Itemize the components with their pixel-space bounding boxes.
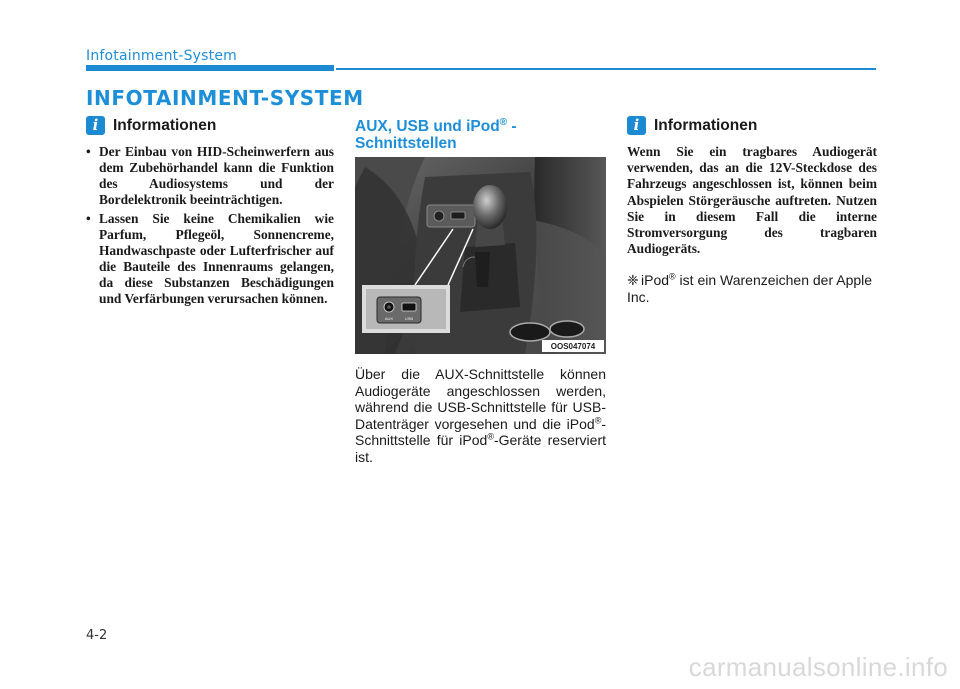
- aux-label: AUX: [384, 316, 394, 321]
- usb-label: USB: [404, 316, 414, 321]
- info-body-right: Wenn Sie ein tragbares Audiogerät verwenden, das an die 12V-Steckdose des Fahrzeugs angeschlossen ist, können beim Abspielen Störgeräusche auftreten. Nutzen Sie in diesem Fall die interne Stromversorgung des tragbaren Audiogeräts.: [627, 144, 877, 257]
- info-title-right: Informationen: [654, 116, 758, 134]
- header-rule-thick: [86, 65, 334, 71]
- watermark: carmanualsonline.info: [688, 652, 948, 682]
- info-title-left: Informationen: [113, 116, 217, 134]
- console-photo: [355, 157, 606, 354]
- list-item-text: Der Einbau von HID-Scheinwerfern aus dem Zubehörhandel kann die Funktion des Audiosystems und der Bordelektronik beeinträchtigen.: [99, 144, 334, 207]
- chapter-title: INFOTAINMENT-SYSTEM: [86, 86, 364, 110]
- running-header: Infotainment-System: [86, 48, 237, 64]
- info-icon: i: [627, 116, 646, 135]
- info-icon: i: [86, 116, 105, 135]
- list-item-text: Lassen Sie keine Chemikalien wie Parfum, Pflegeöl, Sonnencreme, Handwaschpaste oder Lufterfrischer auf die Bauteile des Innenraums gelangen, da diese Substanzen Beschädigungen und Verfärbungen verursachen können.: [99, 211, 334, 306]
- section-title: AUX, USB und iPod® - Schnittstellen: [355, 117, 517, 153]
- header-rule-thin: [336, 68, 876, 70]
- image-code: OOS047074: [550, 342, 596, 351]
- aux-usb-body: Über die AUX-Schnittstelle können Audiogeräte angeschlossen werden, während die USB-Schnittstelle für USB-Datenträger vorgesehen und die iPod®-Schnittstelle für iPod®-Geräte reserviert ist.: [355, 366, 606, 465]
- bullet-icon: •: [86, 144, 91, 159]
- info-list-left: [86, 144, 334, 310]
- bullet-icon: •: [86, 211, 91, 226]
- page-number: 4-2: [86, 628, 108, 643]
- list-item: [86, 211, 334, 307]
- info-heading-right: [627, 116, 757, 135]
- note-icon: ❈: [627, 272, 639, 288]
- info-heading-left: [86, 116, 216, 135]
- trademark-note: ❈ iPod® ist ein Warenzeichen der Apple Inc.: [627, 271, 873, 305]
- list-item: [86, 144, 334, 208]
